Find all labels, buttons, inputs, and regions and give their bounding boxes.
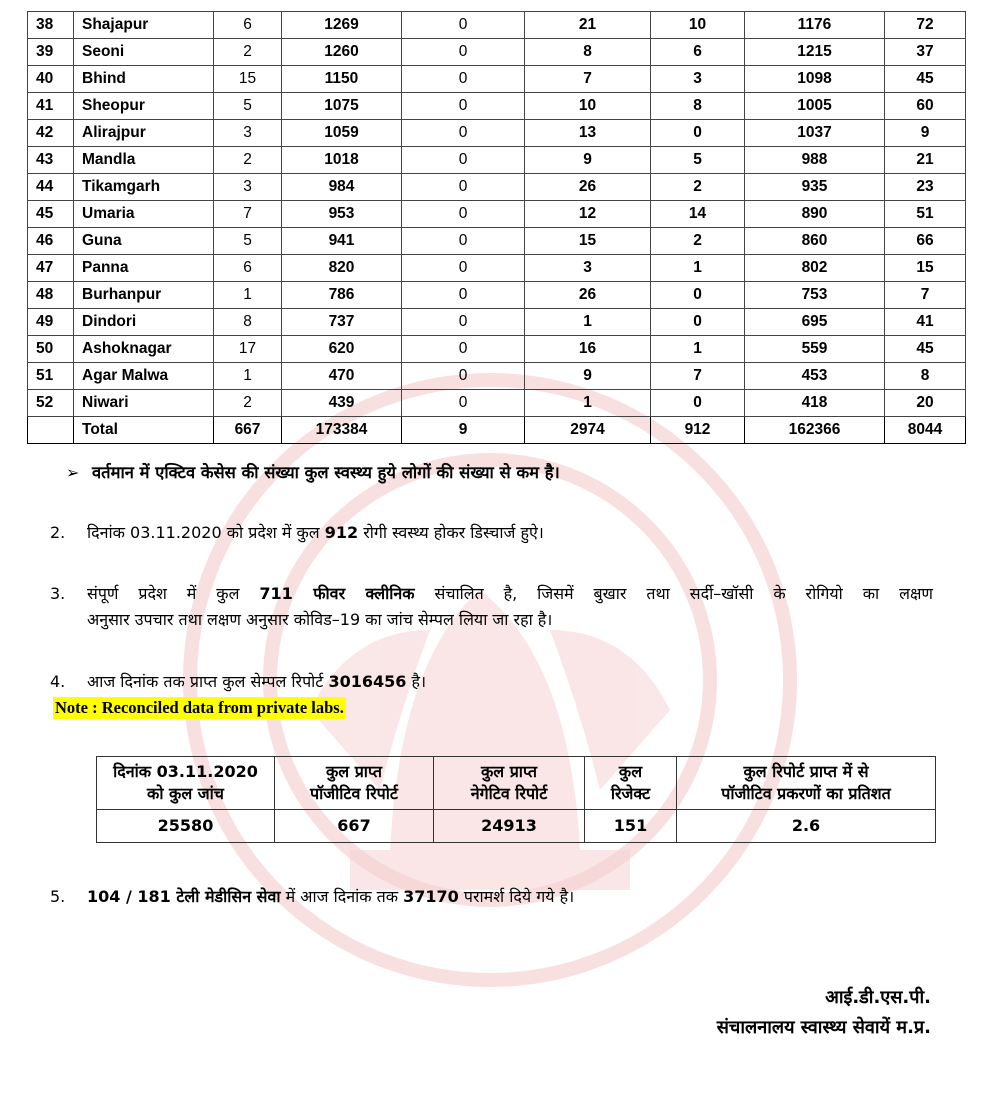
cell-c1: 8 bbox=[214, 309, 282, 336]
paragraph-number: 2. bbox=[50, 523, 66, 542]
paragraph-number: 4. bbox=[50, 672, 66, 691]
district-name: Tikamgarh bbox=[74, 174, 214, 201]
cell-c3: 0 bbox=[402, 174, 525, 201]
cell-c3: 0 bbox=[402, 12, 525, 39]
cell-c7: 66 bbox=[885, 228, 966, 255]
cell-c1: 2 bbox=[214, 39, 282, 66]
district-serial: 38 bbox=[28, 12, 74, 39]
cell-c4: 9 bbox=[525, 147, 651, 174]
header-total-tests: दिनांक 03.11.2020 को कुल जांच bbox=[97, 757, 275, 810]
cell-c6: 453 bbox=[745, 363, 885, 390]
cell-c7: 9 bbox=[885, 120, 966, 147]
cell-c2: 786 bbox=[282, 282, 402, 309]
cell-c5: 1 bbox=[651, 255, 745, 282]
table-row bbox=[28, 147, 966, 174]
cell-c5: 2 bbox=[651, 228, 745, 255]
cell-c5: 6 bbox=[651, 39, 745, 66]
active-cases-bullet bbox=[66, 460, 560, 483]
total-sn bbox=[28, 417, 74, 444]
cell-c4: 9 bbox=[525, 363, 651, 390]
district-serial: 40 bbox=[28, 66, 74, 93]
cell-c7: 51 bbox=[885, 201, 966, 228]
cell-c4: 26 bbox=[525, 282, 651, 309]
arrow-bullet-icon: ➢ bbox=[66, 463, 80, 482]
paragraph-text: दिनांक 03.11.2020 को प्रदेश में कुल 912 रोगी स्वस्थ्य होकर डिस्चार्ज हुऐ। bbox=[87, 523, 544, 542]
district-name: Seoni bbox=[74, 39, 214, 66]
signature-line-2: संचालनालय स्वास्थ्य सेवायें म.प्र. bbox=[716, 1017, 931, 1038]
cell-c2: 1269 bbox=[282, 12, 402, 39]
cell-c5: 8 bbox=[651, 93, 745, 120]
header-rejected: कुल रिजेक्ट bbox=[585, 757, 677, 810]
cell-c7: 20 bbox=[885, 390, 966, 417]
cell-c1: 6 bbox=[214, 12, 282, 39]
cell-c1: 15 bbox=[214, 66, 282, 93]
cell-c4: 7 bbox=[525, 66, 651, 93]
cell-c4: 3 bbox=[525, 255, 651, 282]
signature-block bbox=[717, 983, 931, 1043]
table-row bbox=[28, 66, 966, 93]
cell-c2: 1260 bbox=[282, 39, 402, 66]
cell-c2: 820 bbox=[282, 255, 402, 282]
district-name: Panna bbox=[74, 255, 214, 282]
summary-header-row bbox=[97, 757, 936, 810]
cell-c6: 1005 bbox=[745, 93, 885, 120]
cell-c1: 3 bbox=[214, 120, 282, 147]
cell-c3: 0 bbox=[402, 228, 525, 255]
table-row bbox=[28, 201, 966, 228]
cell-c2: 737 bbox=[282, 309, 402, 336]
district-serial: 42 bbox=[28, 120, 74, 147]
value-positivity-percent: 2.6 bbox=[677, 810, 936, 843]
district-serial: 44 bbox=[28, 174, 74, 201]
cell-c5: 0 bbox=[651, 282, 745, 309]
cell-c4: 13 bbox=[525, 120, 651, 147]
cell-c6: 1176 bbox=[745, 12, 885, 39]
table-row bbox=[28, 336, 966, 363]
cell-c7: 23 bbox=[885, 174, 966, 201]
district-name: Burhanpur bbox=[74, 282, 214, 309]
table-row bbox=[28, 39, 966, 66]
summary-values-row bbox=[97, 810, 936, 843]
cell-c5: 0 bbox=[651, 120, 745, 147]
signature-line-1: आई.डी.एस.पी. bbox=[825, 987, 931, 1008]
district-serial: 39 bbox=[28, 39, 74, 66]
cell-c4: 12 bbox=[525, 201, 651, 228]
table-row bbox=[28, 174, 966, 201]
table-row bbox=[28, 228, 966, 255]
cell-c5: 14 bbox=[651, 201, 745, 228]
cell-c3: 0 bbox=[402, 147, 525, 174]
cell-c2: 470 bbox=[282, 363, 402, 390]
cell-c3: 0 bbox=[402, 201, 525, 228]
cell-c3: 0 bbox=[402, 93, 525, 120]
cell-c1: 1 bbox=[214, 282, 282, 309]
district-name: Mandla bbox=[74, 147, 214, 174]
table-row bbox=[28, 390, 966, 417]
district-name: Shajapur bbox=[74, 12, 214, 39]
total-c2: 173384 bbox=[282, 417, 402, 444]
cell-c1: 7 bbox=[214, 201, 282, 228]
cell-c5: 0 bbox=[651, 390, 745, 417]
value-rejected: 151 bbox=[585, 810, 677, 843]
district-serial: 49 bbox=[28, 309, 74, 336]
cell-c5: 2 bbox=[651, 174, 745, 201]
district-name: Niwari bbox=[74, 390, 214, 417]
cell-c1: 1 bbox=[214, 363, 282, 390]
total-c5: 912 bbox=[651, 417, 745, 444]
table-row bbox=[28, 309, 966, 336]
cell-c5: 0 bbox=[651, 309, 745, 336]
value-negative-reports: 24913 bbox=[434, 810, 585, 843]
private-labs-note: Note : Reconciled data from private labs. bbox=[55, 698, 344, 717]
table-row bbox=[28, 93, 966, 120]
cell-c6: 1215 bbox=[745, 39, 885, 66]
district-serial: 41 bbox=[28, 93, 74, 120]
cell-c1: 3 bbox=[214, 174, 282, 201]
cell-c6: 935 bbox=[745, 174, 885, 201]
cell-c4: 10 bbox=[525, 93, 651, 120]
cell-c6: 1098 bbox=[745, 66, 885, 93]
cell-c2: 1059 bbox=[282, 120, 402, 147]
cell-c1: 6 bbox=[214, 255, 282, 282]
cell-c4: 26 bbox=[525, 174, 651, 201]
cell-c6: 695 bbox=[745, 309, 885, 336]
paragraph-text-line2: अनुसार उपचार तथा लक्षण अनुसार कोविड–19 का जांच सेम्पल लिया जा रहा है। bbox=[87, 610, 553, 629]
cell-c4: 8 bbox=[525, 39, 651, 66]
cell-c3: 0 bbox=[402, 363, 525, 390]
cell-c7: 7 bbox=[885, 282, 966, 309]
cell-c7: 72 bbox=[885, 12, 966, 39]
paragraph-number: 3. bbox=[50, 584, 66, 603]
header-negative-reports: कुल प्राप्त नेगेटिव रिपोर्ट bbox=[434, 757, 585, 810]
cell-c2: 620 bbox=[282, 336, 402, 363]
testing-summary-table bbox=[96, 756, 936, 843]
cell-c7: 45 bbox=[885, 336, 966, 363]
cell-c4: 15 bbox=[525, 228, 651, 255]
cell-c1: 5 bbox=[214, 93, 282, 120]
cell-c1: 2 bbox=[214, 147, 282, 174]
paragraph-text-line1: संपूर्ण प्रदेश में कुल 711 फीवर क्लीनिक संचालित है, जिसमें बुखार तथा सर्दी–खॉसी के रोगियो का लक्षण bbox=[87, 584, 933, 603]
district-serial: 50 bbox=[28, 336, 74, 363]
cell-c6: 890 bbox=[745, 201, 885, 228]
value-positive-reports: 667 bbox=[275, 810, 434, 843]
district-serial: 47 bbox=[28, 255, 74, 282]
header-positive-reports: कुल प्राप्त पॉजीटिव रिपोर्ट bbox=[275, 757, 434, 810]
total-c6: 162366 bbox=[745, 417, 885, 444]
cell-c6: 418 bbox=[745, 390, 885, 417]
district-serial: 52 bbox=[28, 390, 74, 417]
district-table bbox=[27, 11, 966, 444]
district-name: Ashoknagar bbox=[74, 336, 214, 363]
cell-c7: 15 bbox=[885, 255, 966, 282]
cell-c7: 8 bbox=[885, 363, 966, 390]
district-serial: 46 bbox=[28, 228, 74, 255]
cell-c7: 60 bbox=[885, 93, 966, 120]
total-c3: 9 bbox=[402, 417, 525, 444]
total-c7: 8044 bbox=[885, 417, 966, 444]
cell-c2: 984 bbox=[282, 174, 402, 201]
cell-c4: 16 bbox=[525, 336, 651, 363]
cell-c3: 0 bbox=[402, 66, 525, 93]
cell-c3: 0 bbox=[402, 336, 525, 363]
cell-c7: 41 bbox=[885, 309, 966, 336]
cell-c2: 941 bbox=[282, 228, 402, 255]
district-name: Agar Malwa bbox=[74, 363, 214, 390]
district-serial: 45 bbox=[28, 201, 74, 228]
value-total-tests: 25580 bbox=[97, 810, 275, 843]
header-positivity-percent: कुल रिपोर्ट प्राप्त में से पॉजीटिव प्रकरणों का प्रतिशत bbox=[677, 757, 936, 810]
cell-c1: 2 bbox=[214, 390, 282, 417]
cell-c1: 17 bbox=[214, 336, 282, 363]
cell-c7: 21 bbox=[885, 147, 966, 174]
district-name: Dindori bbox=[74, 309, 214, 336]
cell-c1: 5 bbox=[214, 228, 282, 255]
bullet-text: वर्तमान में एक्टिव केसेस की संख्या कुल स्वस्थ्य हुये लोगों की संख्या से कम है। bbox=[92, 463, 560, 482]
cell-c6: 1037 bbox=[745, 120, 885, 147]
total-c4: 2974 bbox=[525, 417, 651, 444]
cell-c5: 3 bbox=[651, 66, 745, 93]
table-row bbox=[28, 282, 966, 309]
total-c1: 667 bbox=[214, 417, 282, 444]
table-row bbox=[28, 255, 966, 282]
table-row bbox=[28, 12, 966, 39]
cell-c6: 860 bbox=[745, 228, 885, 255]
table-row bbox=[28, 120, 966, 147]
paragraph-number: 5. bbox=[50, 887, 66, 906]
cell-c5: 5 bbox=[651, 147, 745, 174]
district-serial: 43 bbox=[28, 147, 74, 174]
district-name: Alirajpur bbox=[74, 120, 214, 147]
cell-c5: 7 bbox=[651, 363, 745, 390]
cell-c7: 45 bbox=[885, 66, 966, 93]
cell-c3: 0 bbox=[402, 39, 525, 66]
cell-c3: 0 bbox=[402, 282, 525, 309]
cell-c6: 753 bbox=[745, 282, 885, 309]
cell-c6: 802 bbox=[745, 255, 885, 282]
paragraph-text: आज दिनांक तक प्राप्त कुल सेम्पल रिपोर्ट 3016456 है। bbox=[87, 672, 427, 691]
cell-c2: 439 bbox=[282, 390, 402, 417]
cell-c2: 1075 bbox=[282, 93, 402, 120]
cell-c6: 988 bbox=[745, 147, 885, 174]
cell-c2: 953 bbox=[282, 201, 402, 228]
total-label: Total bbox=[74, 417, 214, 444]
cell-c5: 1 bbox=[651, 336, 745, 363]
cell-c5: 10 bbox=[651, 12, 745, 39]
paragraph-text: 104 / 181 टेली मेडीसिन सेवा में आज दिनांक तक 37170 परामर्श दिये गये है। bbox=[87, 887, 575, 906]
table-row bbox=[28, 363, 966, 390]
cell-c3: 0 bbox=[402, 390, 525, 417]
cell-c4: 21 bbox=[525, 12, 651, 39]
district-name: Bhind bbox=[74, 66, 214, 93]
district-serial: 51 bbox=[28, 363, 74, 390]
cell-c4: 1 bbox=[525, 309, 651, 336]
district-serial: 48 bbox=[28, 282, 74, 309]
cell-c6: 559 bbox=[745, 336, 885, 363]
district-name: Umaria bbox=[74, 201, 214, 228]
cell-c2: 1150 bbox=[282, 66, 402, 93]
cell-c2: 1018 bbox=[282, 147, 402, 174]
cell-c3: 0 bbox=[402, 309, 525, 336]
district-name: Guna bbox=[74, 228, 214, 255]
cell-c4: 1 bbox=[525, 390, 651, 417]
total-row bbox=[28, 417, 966, 444]
cell-c3: 0 bbox=[402, 255, 525, 282]
cell-c7: 37 bbox=[885, 39, 966, 66]
cell-c3: 0 bbox=[402, 120, 525, 147]
district-name: Sheopur bbox=[74, 93, 214, 120]
